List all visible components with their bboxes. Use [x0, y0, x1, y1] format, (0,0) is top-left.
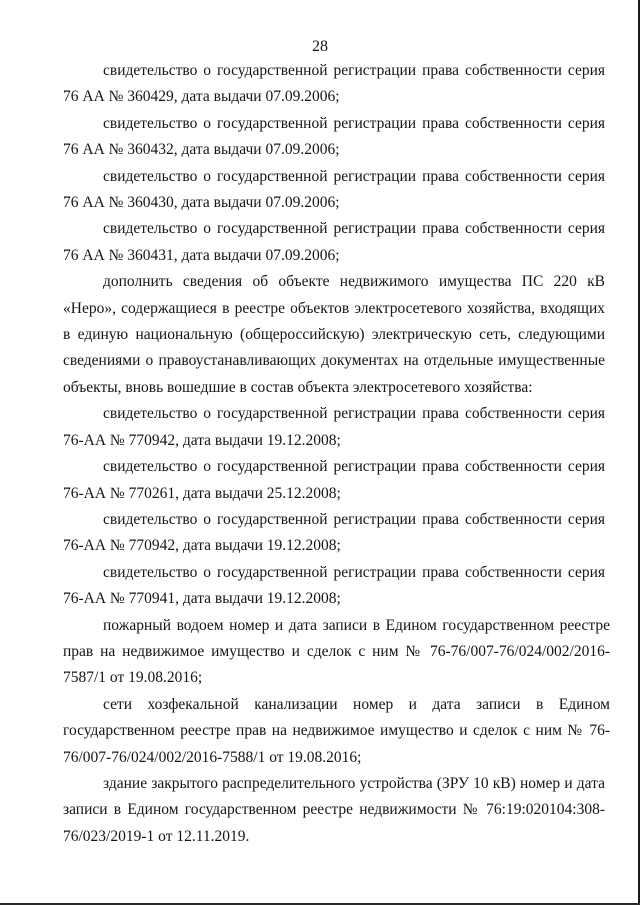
paragraph-certificate-770942-b: свидетельство о государственной регистрации права собственности серия 76-АА № 770942, дата выдачи 19.12.2008;: [63, 510, 605, 555]
paragraph-supplement-nero: дополнить сведения об объекте недвижимого имущества ПС 220 кВ «Неро», содержащиеся в реестре объектов электросетевого хозяйства, входящих в единую национальную (общероссийскую) электрическую сеть, следующими сведениями о правоустанавливающих документах на отдельные имущественные объекты, вновь вошедшие в состав объекта электросетевого хозяйства:: [63, 273, 605, 396]
paragraph-fire-pond: пожарный водоем номер и дата записи в Едином государственном реестре прав на недвижимое имущество и сделок с ним № 76-76/007-76/024/002/2016-7587/1 от 19.08.2016;: [63, 616, 610, 687]
page-number: 28: [312, 38, 328, 55]
paragraph-certificate-360429: свидетельство о государственной регистрации права собственности серия 76 АА № 360429, дата выдачи 07.09.2006;: [63, 62, 605, 106]
paragraph-sewer-network: сети хозфекальной канализации номер и дата записи в Едином государственном реестре прав на недвижимое имущество и сделок с ним № 76-76/007-76/024/002/2016-7588/1 от 19.08.2016;: [63, 695, 610, 766]
paragraph-certificate-770261: свидетельство о государственной регистрации права собственности серия 76-АА № 770261, дата выдачи 25.12.2008;: [63, 458, 605, 502]
paragraph-switchgear-building: здание закрытого распределительного устройства (ЗРУ 10 кВ) номер и дата записи в Едином государственном реестре недвижимости № 76:19:020104:308-76/023/2019-1 от 12.11.2019.: [63, 774, 605, 845]
paragraph-certificate-360432: свидетельство о государственной регистрации права собственности серия 76 АА № 360432, дата выдачи 07.09.2006;: [63, 114, 605, 159]
paragraph-certificate-360431: свидетельство о государственной регистрации права собственности серия 76 АА № 360431, дата выдачи 07.09.2006;: [63, 220, 605, 264]
paragraph-certificate-770942-a: свидетельство о государственной регистрации права собственности серия 76-АА № 770942, дата выдачи 19.12.2008;: [63, 405, 605, 449]
paragraph-certificate-360430: свидетельство о государственной регистрации права собственности серия 76 АА № 360430, дата выдачи 07.09.2006;: [63, 167, 605, 212]
document-body: [63, 58, 610, 850]
paragraph-certificate-770941: свидетельство о государственной регистрации права собственности серия 76-АА № 770941, дата выдачи 19.12.2008;: [63, 563, 605, 608]
